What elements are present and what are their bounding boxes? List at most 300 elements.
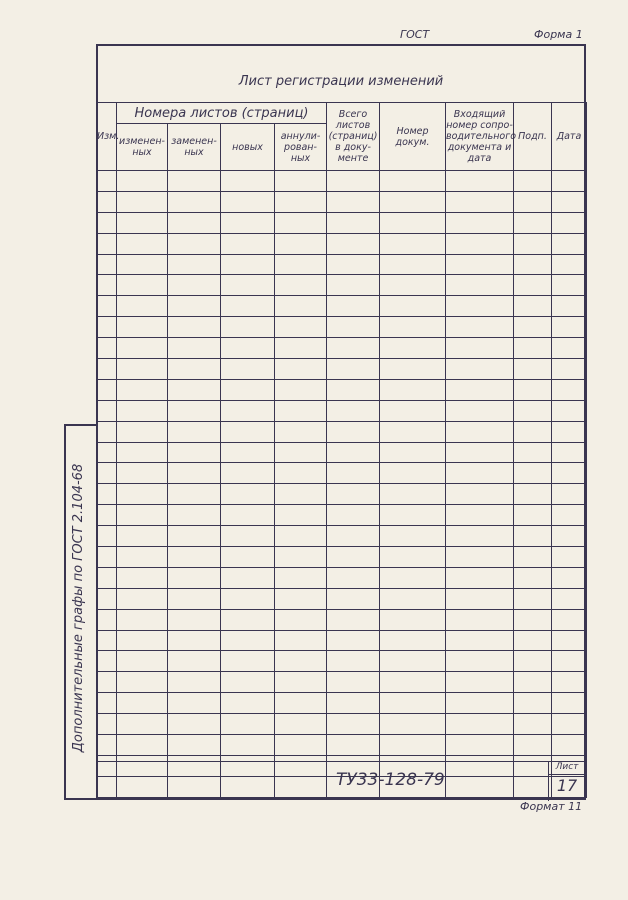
table-cell xyxy=(117,588,168,609)
table-cell xyxy=(275,400,327,421)
table-cell xyxy=(221,567,275,588)
table-cell xyxy=(327,275,380,296)
table-cell xyxy=(221,484,275,505)
table-cell xyxy=(514,735,552,756)
table-cell xyxy=(117,254,168,275)
table-cell xyxy=(117,651,168,672)
table-cell xyxy=(221,212,275,233)
table-cell xyxy=(221,714,275,735)
table-cell xyxy=(275,588,327,609)
table-cell xyxy=(552,567,587,588)
table-cell xyxy=(117,338,168,359)
gost-label: ГОСТ xyxy=(400,28,430,41)
table-cell xyxy=(221,254,275,275)
table-cell xyxy=(380,567,446,588)
table-row xyxy=(97,505,587,526)
table-cell xyxy=(97,484,117,505)
table-cell xyxy=(221,296,275,317)
table-cell xyxy=(380,379,446,400)
table-cell xyxy=(168,609,221,630)
table-row xyxy=(97,296,587,317)
table-cell xyxy=(514,484,552,505)
table-cell xyxy=(97,421,117,442)
table-cell xyxy=(514,359,552,380)
table-cell xyxy=(327,400,380,421)
table-cell xyxy=(221,609,275,630)
col-izm: Изм. xyxy=(97,103,117,171)
table-cell xyxy=(446,359,514,380)
table-cell xyxy=(380,588,446,609)
table-cell xyxy=(97,275,117,296)
table-cell xyxy=(380,212,446,233)
table-cell xyxy=(552,338,587,359)
table-cell xyxy=(380,526,446,547)
table-cell xyxy=(275,672,327,693)
table-cell xyxy=(117,317,168,338)
table-cell xyxy=(327,191,380,212)
table-cell xyxy=(221,379,275,400)
table-cell xyxy=(221,505,275,526)
col-new: новых xyxy=(221,124,275,171)
table-cell xyxy=(275,693,327,714)
table-cell xyxy=(514,191,552,212)
table-cell xyxy=(97,567,117,588)
table-cell xyxy=(275,735,327,756)
table-cell xyxy=(380,609,446,630)
table-cell xyxy=(221,526,275,547)
table-row xyxy=(97,714,587,735)
table-cell xyxy=(117,296,168,317)
table-cell xyxy=(275,484,327,505)
table-cell xyxy=(327,547,380,568)
form-label: Форма 1 xyxy=(534,28,583,41)
table-cell xyxy=(327,567,380,588)
table-cell xyxy=(275,463,327,484)
table-cell xyxy=(97,442,117,463)
table-row xyxy=(97,442,587,463)
table-row xyxy=(97,609,587,630)
table-cell xyxy=(97,505,117,526)
table-cell xyxy=(514,567,552,588)
table-row xyxy=(97,630,587,651)
table-cell xyxy=(552,693,587,714)
table-cell xyxy=(327,171,380,192)
table-cell xyxy=(380,254,446,275)
table-cell xyxy=(380,191,446,212)
table-cell xyxy=(552,547,587,568)
table-cell xyxy=(327,484,380,505)
table-cell xyxy=(327,651,380,672)
table-cell xyxy=(446,338,514,359)
table-cell xyxy=(514,442,552,463)
table-cell xyxy=(514,212,552,233)
table-cell xyxy=(117,609,168,630)
table-cell xyxy=(275,505,327,526)
table-cell xyxy=(514,609,552,630)
table-cell xyxy=(446,547,514,568)
table-cell xyxy=(380,338,446,359)
table-cell xyxy=(221,442,275,463)
table-cell xyxy=(168,547,221,568)
table-cell xyxy=(552,317,587,338)
table-cell xyxy=(552,484,587,505)
table-cell xyxy=(327,254,380,275)
table-cell xyxy=(221,338,275,359)
table-cell xyxy=(446,296,514,317)
table-cell xyxy=(380,400,446,421)
table-cell xyxy=(446,630,514,651)
table-cell xyxy=(514,379,552,400)
table-cell xyxy=(327,317,380,338)
table-cell xyxy=(117,171,168,192)
table-cell xyxy=(221,421,275,442)
table-cell xyxy=(446,693,514,714)
table-cell xyxy=(168,421,221,442)
table-cell xyxy=(168,567,221,588)
table-cell xyxy=(97,547,117,568)
table-cell xyxy=(168,254,221,275)
table-row xyxy=(97,379,587,400)
table-cell xyxy=(552,359,587,380)
table-cell xyxy=(275,275,327,296)
table-cell xyxy=(168,630,221,651)
table-cell xyxy=(514,338,552,359)
table-cell xyxy=(168,275,221,296)
table-cell xyxy=(97,609,117,630)
table-cell xyxy=(552,609,587,630)
table-cell xyxy=(221,359,275,380)
col-group-sheet-numbers: Номера листов (страниц) xyxy=(117,103,327,124)
table-cell xyxy=(552,442,587,463)
table-row xyxy=(97,171,587,192)
table-cell xyxy=(168,588,221,609)
table-cell xyxy=(97,651,117,672)
table-cell xyxy=(552,672,587,693)
table-cell xyxy=(221,171,275,192)
table-cell xyxy=(117,735,168,756)
table-row xyxy=(97,672,587,693)
table-row xyxy=(97,421,587,442)
table-cell xyxy=(97,338,117,359)
table-cell xyxy=(380,275,446,296)
table-cell xyxy=(552,296,587,317)
table-cell xyxy=(446,735,514,756)
table-row xyxy=(97,233,587,254)
table-cell xyxy=(552,212,587,233)
table-cell xyxy=(117,359,168,380)
table-cell xyxy=(552,379,587,400)
table-cell xyxy=(168,233,221,254)
table-cell xyxy=(97,212,117,233)
table-cell xyxy=(446,463,514,484)
table-cell xyxy=(380,171,446,192)
table-cell xyxy=(514,526,552,547)
table-cell xyxy=(168,171,221,192)
table-cell xyxy=(97,171,117,192)
table-row xyxy=(97,275,587,296)
table-cell xyxy=(380,233,446,254)
table-cell xyxy=(117,484,168,505)
table-cell xyxy=(275,191,327,212)
table-cell xyxy=(327,714,380,735)
table-row xyxy=(97,359,587,380)
table-cell xyxy=(446,171,514,192)
sheet-label: Лист xyxy=(549,762,585,775)
table-row xyxy=(97,254,587,275)
table-cell xyxy=(327,359,380,380)
col-sign: Подп. xyxy=(514,103,552,171)
table-cell xyxy=(275,379,327,400)
table-cell xyxy=(168,651,221,672)
col-date: Дата xyxy=(552,103,587,171)
table-cell xyxy=(446,421,514,442)
table-row xyxy=(97,191,587,212)
table-cell xyxy=(446,526,514,547)
table-cell xyxy=(275,609,327,630)
table-cell xyxy=(446,484,514,505)
table-cell xyxy=(552,735,587,756)
table-cell xyxy=(168,693,221,714)
table-cell xyxy=(275,630,327,651)
table-cell xyxy=(168,484,221,505)
table-cell xyxy=(275,442,327,463)
table-cell xyxy=(380,735,446,756)
table-cell xyxy=(168,191,221,212)
table-cell xyxy=(221,400,275,421)
table-cell xyxy=(97,379,117,400)
table-cell xyxy=(97,693,117,714)
table-cell xyxy=(514,714,552,735)
table-cell xyxy=(446,609,514,630)
table-cell xyxy=(327,212,380,233)
table-cell xyxy=(552,421,587,442)
col-incoming: Входящий номер сопро-водительного документа и дата xyxy=(446,103,514,171)
sheet-number: 17 xyxy=(556,776,578,795)
table-cell xyxy=(221,547,275,568)
table-cell xyxy=(380,421,446,442)
table-cell xyxy=(552,191,587,212)
table-cell xyxy=(221,317,275,338)
table-cell xyxy=(117,463,168,484)
table-cell xyxy=(380,505,446,526)
table-cell xyxy=(552,254,587,275)
table-row xyxy=(97,651,587,672)
col-changed: изменен-ных xyxy=(117,124,168,171)
table-cell xyxy=(380,672,446,693)
table-cell xyxy=(221,233,275,254)
table-cell xyxy=(327,421,380,442)
table-cell xyxy=(221,463,275,484)
table-cell xyxy=(327,609,380,630)
table-cell xyxy=(552,526,587,547)
table-cell xyxy=(552,505,587,526)
title-block xyxy=(96,761,586,800)
table-row xyxy=(97,463,587,484)
table-cell xyxy=(168,212,221,233)
table-row xyxy=(97,526,587,547)
table-cell xyxy=(552,651,587,672)
table-cell xyxy=(380,547,446,568)
table-cell xyxy=(446,400,514,421)
table-cell xyxy=(327,338,380,359)
table-cell xyxy=(97,735,117,756)
table-cell xyxy=(446,505,514,526)
table-row xyxy=(97,547,587,568)
table-cell xyxy=(117,275,168,296)
table-cell xyxy=(97,233,117,254)
additional-columns-sidebar xyxy=(64,424,97,800)
table-cell xyxy=(117,526,168,547)
table-cell xyxy=(514,588,552,609)
sidebar-label: Дополнительные графы по ГОСТ 2.104-68 xyxy=(71,463,86,753)
table-cell xyxy=(97,296,117,317)
table-cell xyxy=(168,505,221,526)
table-cell xyxy=(514,400,552,421)
format-label: Формат 11 xyxy=(520,800,583,813)
table-cell xyxy=(446,379,514,400)
table-cell xyxy=(380,484,446,505)
table-cell xyxy=(275,421,327,442)
table-cell xyxy=(275,714,327,735)
table-cell xyxy=(117,567,168,588)
page-title: Лист регистрации изменений xyxy=(238,74,444,89)
table-cell xyxy=(117,233,168,254)
table-cell xyxy=(221,672,275,693)
table-cell xyxy=(514,505,552,526)
table-cell xyxy=(552,588,587,609)
sheet-box xyxy=(548,762,586,801)
table-cell xyxy=(117,693,168,714)
table-row xyxy=(97,588,587,609)
table-cell xyxy=(446,714,514,735)
table-cell xyxy=(117,379,168,400)
table-cell xyxy=(380,442,446,463)
table-cell xyxy=(275,296,327,317)
table-cell xyxy=(327,693,380,714)
table-row xyxy=(97,567,587,588)
table-cell xyxy=(327,526,380,547)
table-cell xyxy=(117,212,168,233)
table-cell xyxy=(275,651,327,672)
table-cell xyxy=(275,547,327,568)
table-cell xyxy=(380,296,446,317)
table-cell xyxy=(380,463,446,484)
table-cell xyxy=(275,212,327,233)
table-cell xyxy=(327,672,380,693)
table-cell xyxy=(446,233,514,254)
table-cell xyxy=(117,442,168,463)
table-cell xyxy=(327,463,380,484)
table-cell xyxy=(446,317,514,338)
table-cell xyxy=(327,233,380,254)
table-cell xyxy=(446,254,514,275)
col-doc-number: Номер докум. xyxy=(380,103,446,171)
table-cell xyxy=(275,567,327,588)
table-cell xyxy=(221,588,275,609)
table-row xyxy=(97,317,587,338)
table-cell xyxy=(275,254,327,275)
table-cell xyxy=(168,463,221,484)
table-cell xyxy=(221,651,275,672)
table-cell xyxy=(514,296,552,317)
table-cell xyxy=(97,463,117,484)
table-cell xyxy=(221,191,275,212)
table-cell xyxy=(446,191,514,212)
table-cell xyxy=(97,588,117,609)
col-annulled: аннули-рован-ных xyxy=(275,124,327,171)
table-cell xyxy=(514,275,552,296)
table-cell xyxy=(446,672,514,693)
table-cell xyxy=(327,442,380,463)
table-cell xyxy=(168,338,221,359)
table-cell xyxy=(380,630,446,651)
table-cell xyxy=(168,672,221,693)
table-cell xyxy=(168,379,221,400)
table-cell xyxy=(97,672,117,693)
table-cell xyxy=(327,505,380,526)
table-cell xyxy=(168,296,221,317)
table-cell xyxy=(446,651,514,672)
table-cell xyxy=(97,400,117,421)
table-cell xyxy=(446,588,514,609)
table-cell xyxy=(168,359,221,380)
table-row xyxy=(97,212,587,233)
table-cell xyxy=(552,400,587,421)
table-cell xyxy=(168,400,221,421)
table-cell xyxy=(552,714,587,735)
document-code: ТУ33-128-79 xyxy=(336,770,445,790)
table-cell xyxy=(168,442,221,463)
table-cell xyxy=(327,379,380,400)
table-cell xyxy=(168,317,221,338)
table-cell xyxy=(446,567,514,588)
table-cell xyxy=(97,630,117,651)
table-cell xyxy=(275,359,327,380)
table-cell xyxy=(380,714,446,735)
table-cell xyxy=(514,463,552,484)
table-cell xyxy=(327,630,380,651)
table-cell xyxy=(97,317,117,338)
table-cell xyxy=(514,317,552,338)
table-cell xyxy=(275,233,327,254)
table-cell xyxy=(552,233,587,254)
table-cell xyxy=(552,275,587,296)
table-cell xyxy=(168,526,221,547)
table-cell xyxy=(446,212,514,233)
table-cell xyxy=(327,296,380,317)
table-cell xyxy=(514,233,552,254)
table-cell xyxy=(327,588,380,609)
table-cell xyxy=(221,630,275,651)
table-cell xyxy=(97,714,117,735)
table-row xyxy=(97,735,587,756)
table-cell xyxy=(275,338,327,359)
table-cell xyxy=(275,526,327,547)
table-cell xyxy=(446,275,514,296)
table-cell xyxy=(117,672,168,693)
table-cell xyxy=(221,735,275,756)
table-cell xyxy=(97,526,117,547)
table-cell xyxy=(514,421,552,442)
table-cell xyxy=(97,191,117,212)
table-cell xyxy=(380,651,446,672)
table-cell xyxy=(380,317,446,338)
table-row xyxy=(97,400,587,421)
table-row xyxy=(97,693,587,714)
table-cell xyxy=(117,505,168,526)
table-cell xyxy=(514,171,552,192)
table-cell xyxy=(380,693,446,714)
